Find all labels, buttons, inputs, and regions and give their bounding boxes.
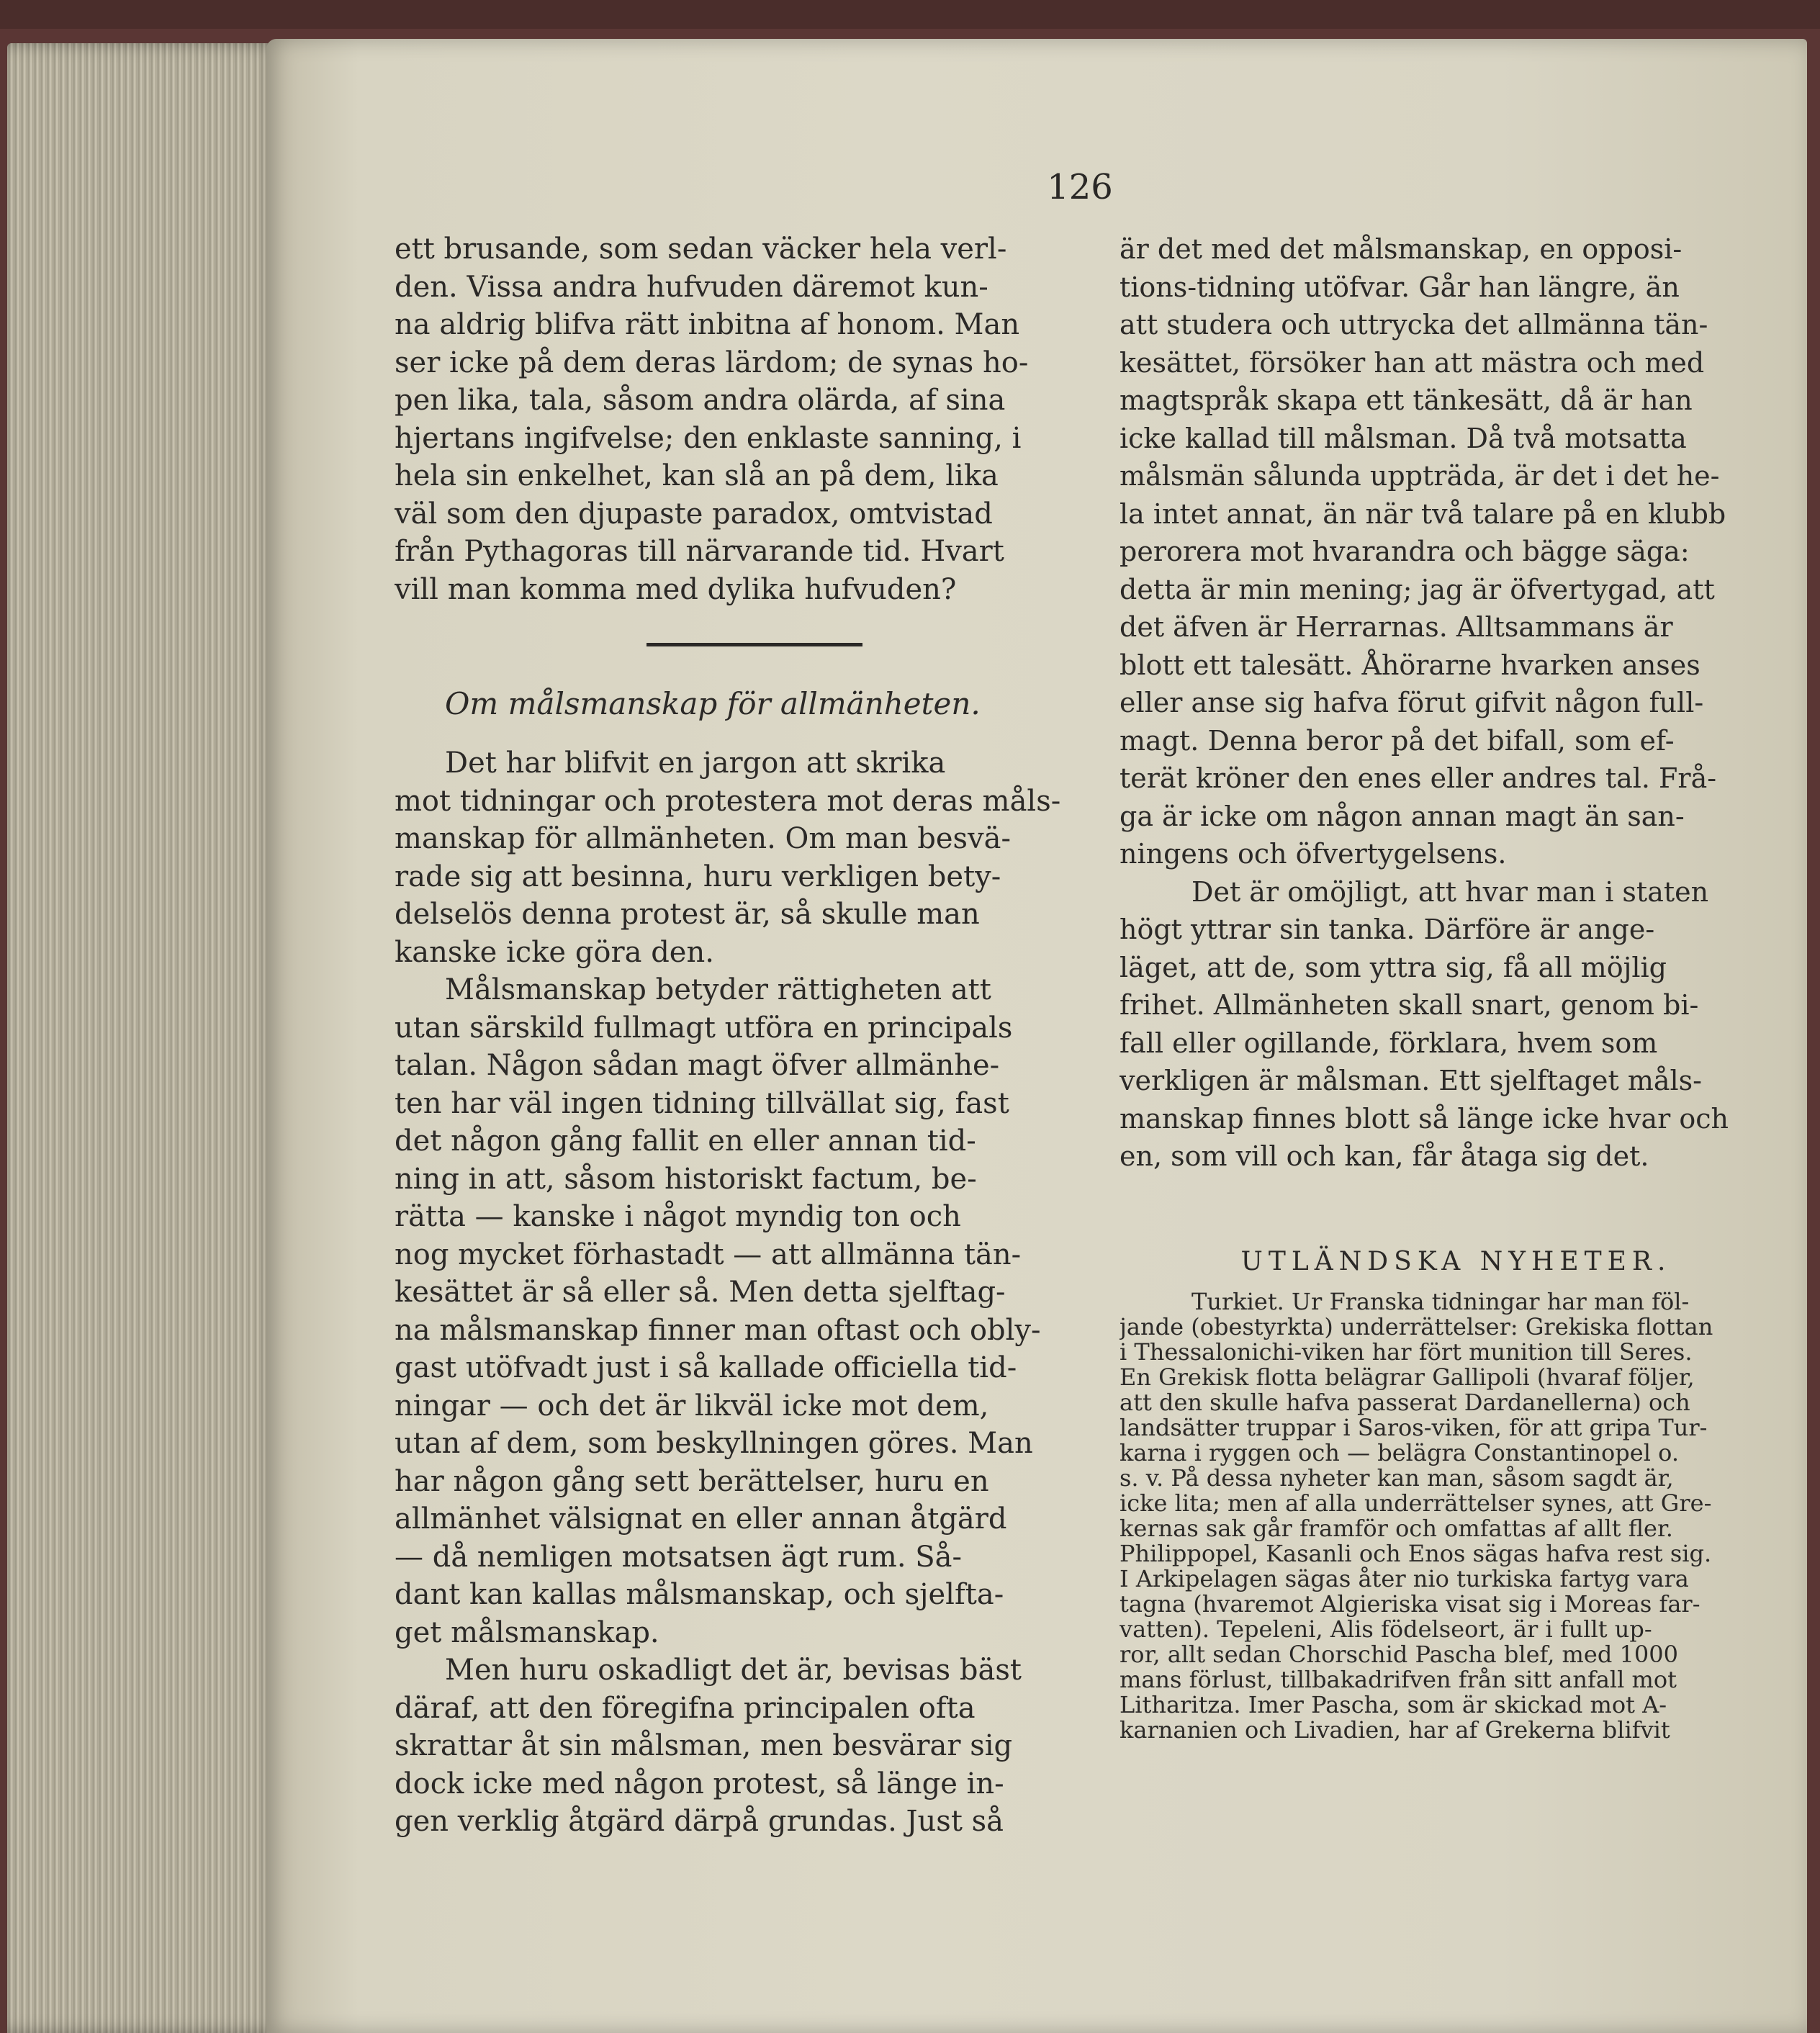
text-line: ningar — och det är likväl icke mot dem, xyxy=(395,1389,989,1423)
text-line: är det med det målsmanskap, en opposi- xyxy=(1120,233,1682,265)
text-line: Det har blifvit en jargon att skrika xyxy=(445,747,946,780)
text-line: magtspråk skapa ett tänkesätt, då är han xyxy=(1120,384,1693,416)
news-heading: UTLÄNDSKA NYHETER. xyxy=(1240,1246,1672,1276)
text-line: det äfven är Herrarnas. Alltsammans är xyxy=(1120,611,1673,643)
text-line: har någon gång sett berättelser, huru en xyxy=(395,1464,989,1498)
text-line: fall eller ogillande, förklara, hvem som xyxy=(1120,1027,1658,1059)
text-line: rade sig att besinna, huru verkligen bety- xyxy=(395,860,1001,893)
text-line: ett brusande, som sedan väcker hela verl- xyxy=(395,233,1007,266)
text-line: Philippopel, Kasanli och Enos sägas hafva rest sig. xyxy=(1120,1541,1712,1567)
text-line: karnanien och Livadien, har af Grekerna blifvit xyxy=(1120,1717,1670,1743)
article-heading: Om målsmanskap för allmänheten. xyxy=(445,686,981,721)
text-line: vatten). Tepeleni, Alis födelseort, är i fullt up- xyxy=(1120,1616,1652,1642)
article-body-right xyxy=(1120,230,1793,1176)
text-line: karna i ryggen och — belägra Constantinopel o. xyxy=(1120,1440,1679,1466)
section-divider xyxy=(647,643,862,646)
text-line: gast utöfvadt just i så kallade officiella tid- xyxy=(395,1351,1017,1384)
text-line: skrattar åt sin målsman, men besvärar sig xyxy=(395,1729,1013,1762)
text-line: ten har väl ingen tidning tillvällat sig, fast xyxy=(395,1086,1009,1120)
text-line: kesättet är så eller så. Men detta sjelftag- xyxy=(395,1276,1006,1309)
text-line: Målsmanskap betyder rättigheten att xyxy=(445,973,991,1006)
text-line: Det är omöjligt, att hvar man i staten xyxy=(1191,875,1709,908)
text-line: na aldrig blifva rätt inbitna af honom. Man xyxy=(395,308,1020,341)
text-line: s. v. På dessa nyheter kan man, såsom sagdt är, xyxy=(1120,1465,1674,1491)
text-line: från Pythagoras till närvarande tid. Hvart xyxy=(395,535,1004,568)
text-line: kanske icke göra den. xyxy=(395,935,714,969)
text-line: tions-tidning utöfvar. Går han längre, än xyxy=(1120,271,1680,303)
text-line: att den skulle hafva passerat Dardanellerna) och xyxy=(1120,1389,1690,1415)
intro-paragraph xyxy=(395,230,1100,608)
text-line: frihet. Allmänheten skall snart, genom bi- xyxy=(1120,989,1699,1021)
text-line: väl som den djupaste paradox, omtvistad xyxy=(395,497,993,531)
text-line: manskap finnes blott så länge icke hvar och xyxy=(1120,1102,1729,1135)
text-line: ror, allt sedan Chorschid Pascha blef, med 1000 xyxy=(1120,1641,1678,1667)
text-line: ning in att, såsom historiskt factum, be- xyxy=(395,1162,977,1196)
text-line: En Grekisk flotta belägrar Gallipoli (hvaraf följer, xyxy=(1120,1364,1695,1390)
page-edges xyxy=(7,43,281,2033)
text-line: icke kallad till målsman. Då två motsatta xyxy=(1120,422,1687,454)
text-line: dock icke med någon protest, så länge in- xyxy=(395,1767,1004,1800)
text-line: ningens och öfvertygelsens. xyxy=(1120,838,1507,870)
text-line: vill man komma med dylika hufvuden? xyxy=(395,572,957,606)
text-line: blott ett talesätt. Åhörarne hvarken anses xyxy=(1120,649,1700,681)
text-line: högt yttrar sin tanka. Därföre är ange- xyxy=(1120,914,1655,945)
text-line: landsätter truppar i Saros-viken, för att gripa Tur- xyxy=(1120,1415,1708,1441)
text-line: terät kröner den enes eller andres tal. Frå- xyxy=(1120,762,1717,794)
text-line: hjertans ingifvelse; den enklaste sanning, i xyxy=(395,421,1022,455)
text-line: gen verklig åtgärd därpå grundas. Just så xyxy=(395,1805,1004,1838)
text-line: det någon gång fallit en eller annan tid- xyxy=(395,1124,976,1158)
text-line: att studera och uttrycka det allmänna tän- xyxy=(1120,309,1708,341)
text-line: jande (obestyrkta) underrättelser: Grekiska flottan xyxy=(1120,1314,1713,1340)
article-body-left xyxy=(395,744,1100,1841)
text-line: pen lika, tala, såsom andra olärda, af sina xyxy=(395,384,1006,417)
text-line: mans förlust, tillbakadrifven från sitt anfall mot xyxy=(1120,1667,1677,1692)
text-line: — då nemligen motsatsen ägt rum. Så- xyxy=(395,1540,963,1574)
text-line: delselös denna protest är, så skulle man xyxy=(395,898,980,931)
text-line: i Thessalonichi-viken har fört munition till Seres. xyxy=(1120,1339,1693,1365)
news-body xyxy=(1120,1289,1793,1743)
text-line: I Arkipelagen sägas åter nio turkiska fartyg vara xyxy=(1120,1566,1689,1592)
text-line: hela sin enkelhet, kan slå an på dem, lika xyxy=(395,459,999,492)
text-line: perorera mot hvarandra och bägge säga: xyxy=(1120,536,1690,567)
text-line: tagna (hvaremot Algieriska visat sig i Moreas far- xyxy=(1120,1591,1700,1617)
text-line: manskap för allmänheten. Om man besvä- xyxy=(395,822,1011,855)
text-line: mot tidningar och protestera mot deras måls- xyxy=(395,784,1061,818)
text-line: na målsmanskap finner man oftast och obly- xyxy=(395,1313,1041,1347)
text-line: målsmän sålunda uppträda, är det i det he- xyxy=(1120,460,1720,492)
text-line: däraf, att den föregifna principalen ofta xyxy=(395,1691,976,1725)
text-line: Men huru oskadligt det är, bevisas bäst xyxy=(445,1654,1022,1687)
text-line: läget, att de, som yttra sig, få all möjlig xyxy=(1120,951,1667,983)
text-line: talan. Någon sådan magt öfver allmänhe- xyxy=(395,1049,1000,1082)
text-line: nog mycket förhastadt — att allmänna tän- xyxy=(395,1238,1022,1271)
right-column xyxy=(1120,230,1793,1743)
left-column xyxy=(395,230,1100,1841)
page-number: 126 xyxy=(1047,167,1113,207)
text-line: utan af dem, som beskyllningen göres. Man xyxy=(395,1427,1033,1460)
text-line: ser icke på dem deras lärdom; de synas ho- xyxy=(395,346,1029,379)
text-line: kesättet, försöker han att mästra och med xyxy=(1120,346,1705,379)
text-line: allmänhet välsignat en eller annan åtgärd xyxy=(395,1502,1007,1536)
text-line: dant kan kallas målsmanskap, och sjelfta- xyxy=(395,1578,1004,1611)
text-line: kernas sak går framför och omfattas af allt fler. xyxy=(1120,1515,1673,1541)
text-line: Litharitza. Imer Pascha, som är skickad mot A- xyxy=(1120,1692,1667,1718)
text-line: verkligen är målsman. Ett sjelftaget måls- xyxy=(1120,1065,1703,1096)
text-line: magt. Denna beror på det bifall, som ef- xyxy=(1120,724,1675,757)
text-line: ga är icke om någon annan magt än san- xyxy=(1120,800,1685,832)
text-line: rätta — kanske i något myndig ton och xyxy=(395,1200,961,1233)
text-line: detta är min mening; jag är öfvertygad, att xyxy=(1120,573,1715,605)
text-line: utan särskild fullmagt utföra en principals xyxy=(395,1011,1013,1045)
text-line: get målsmanskap. xyxy=(395,1615,659,1649)
text-line: eller anse sig hafva förut gifvit någon full- xyxy=(1120,687,1704,718)
text-line: den. Vissa andra hufvuden däremot kun- xyxy=(395,270,988,304)
text-line: Turkiet. Ur Franska tidningar har man föl- xyxy=(1191,1289,1690,1315)
text-line: icke lita; men af alla underrättelser synes, att Gre- xyxy=(1120,1490,1712,1516)
text-line: en, som vill och kan, får åtaga sig det. xyxy=(1120,1140,1649,1172)
text-line: la intet annat, än när två talare på en klubb xyxy=(1120,497,1726,530)
